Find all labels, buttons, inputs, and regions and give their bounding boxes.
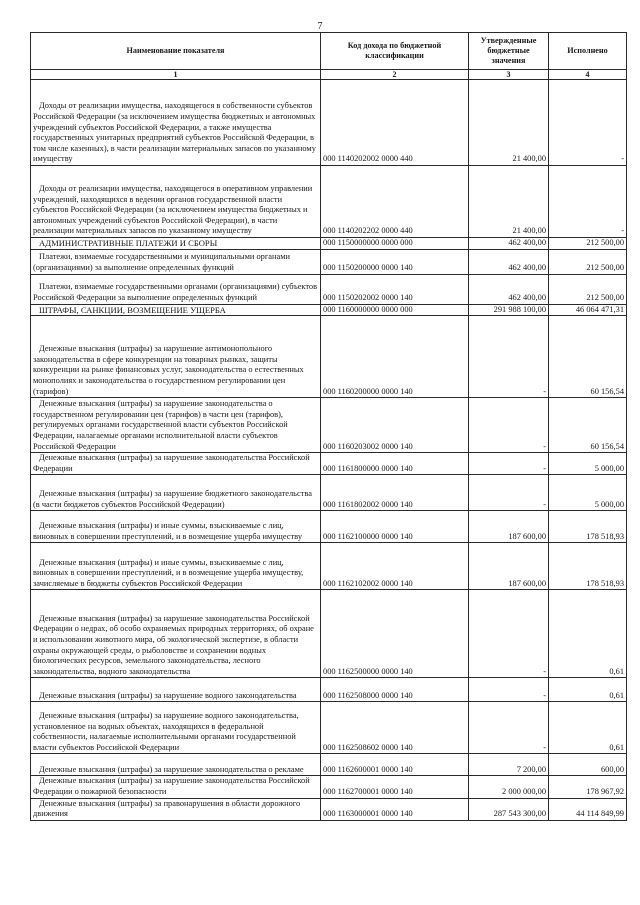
row-name: Денежные взыскания (штрафы) и иные суммы, взыскиваемые с лиц, виновных в совершении преступлений, и в возмещение ущерба имуществу, зачисляемые в бюджеты субъектов Российской Федерации — [31, 543, 321, 590]
row-code: 000 1162508602 0000 140 — [321, 702, 469, 754]
table-row — [31, 511, 627, 543]
row-name: Денежные взыскания (штрафы) за нарушение антимонопольного законодательства в сфере конкуренции на товарных рынках, защиты конкуренции на рынке финансовых услуг, законодательства о естественных монополиях и законодательства о государственном регулировании цен (тарифов) — [31, 316, 321, 398]
table-row — [31, 754, 627, 776]
row-code: 000 1150200000 0000 140 — [321, 249, 469, 274]
row-code: 000 1162102002 0000 140 — [321, 543, 469, 590]
table-row — [31, 238, 627, 250]
row-name: Денежные взыскания (штрафы) за нарушение законодательства Российской Федерации о пожарной безопасности — [31, 776, 321, 798]
column-number: 4 — [549, 70, 627, 80]
row-approved-value: 291 988 100,00 — [469, 304, 549, 316]
table-row — [31, 304, 627, 316]
header-code: Код дохода по бюджетной классификации — [321, 33, 469, 70]
row-executed-value: 212 500,00 — [549, 274, 627, 304]
row-approved-value: 2 000 000,00 — [469, 776, 549, 798]
row-executed-value: 0,61 — [549, 678, 627, 702]
row-name: Доходы от реализации имущества, находящегося в собственности субъектов Российской Федерации (за исключением имущества бюджетных и автономных учреждений субъектов Российской Федерации, а также имущества государственных унитарных предприятий субъектов Российской Федерации, в том числе казенных), в части реализации материальных запасов по указанному имуществу — [31, 80, 321, 166]
row-code: 000 1162100000 0000 140 — [321, 511, 469, 543]
header-executed: Исполнено — [549, 33, 627, 70]
row-approved-value: - — [469, 475, 549, 511]
table-header-row — [31, 33, 627, 70]
table-row — [31, 678, 627, 702]
row-approved-value: - — [469, 702, 549, 754]
table-row — [31, 702, 627, 754]
row-approved-value: - — [469, 398, 549, 453]
row-executed-value: 44 114 849,99 — [549, 798, 627, 820]
row-executed-value: 60 156,54 — [549, 398, 627, 453]
row-name: Денежные взыскания (штрафы) и иные суммы, взыскиваемые с лиц, виновных в совершении преступлений, и в возмещение ущерба имуществу — [31, 511, 321, 543]
row-code: 000 1162500000 0000 140 — [321, 590, 469, 678]
row-code: 000 1161802002 0000 140 — [321, 475, 469, 511]
row-name: Денежные взыскания (штрафы) за нарушение законодательства о рекламе — [31, 754, 321, 776]
row-code: 000 1140202002 0000 440 — [321, 80, 469, 166]
table-row — [31, 590, 627, 678]
row-approved-value: 187 600,00 — [469, 511, 549, 543]
row-executed-value: 178 518,93 — [549, 543, 627, 590]
table-row — [31, 475, 627, 511]
row-approved-value: 21 400,00 — [469, 166, 549, 238]
table-row — [31, 249, 627, 274]
row-approved-value: - — [469, 453, 549, 475]
row-executed-value: - — [549, 166, 627, 238]
row-code: 000 1162700001 0000 140 — [321, 776, 469, 798]
row-code: 000 1150202002 0000 140 — [321, 274, 469, 304]
row-code: 000 1163000001 0000 140 — [321, 798, 469, 820]
row-approved-value: 21 400,00 — [469, 80, 549, 166]
header-name: Наименование показателя — [31, 33, 321, 70]
row-code: 000 1162600001 0000 140 — [321, 754, 469, 776]
revenue-report-table — [30, 32, 627, 821]
row-code: 000 1150000000 0000 000 — [321, 238, 469, 250]
row-approved-value: 462 400,00 — [469, 274, 549, 304]
row-approved-value: 7 200,00 — [469, 754, 549, 776]
column-number: 3 — [469, 70, 549, 80]
row-executed-value: 178 967,92 — [549, 776, 627, 798]
row-approved-value: - — [469, 316, 549, 398]
row-code: 000 1160000000 0000 000 — [321, 304, 469, 316]
row-executed-value: 178 518,93 — [549, 511, 627, 543]
page-number: 7 — [317, 21, 323, 32]
row-name: Платежи, взимаемые государственными и муниципальными органами (организациями) за выполнение определенных функций — [31, 249, 321, 274]
column-number: 2 — [321, 70, 469, 80]
row-executed-value: 212 500,00 — [549, 238, 627, 250]
row-code: 000 1161800000 0000 140 — [321, 453, 469, 475]
table-row — [31, 274, 627, 304]
table-row — [31, 776, 627, 798]
row-name: Денежные взыскания (штрафы) за нарушение водного законодательства, установленное на водных объектах, находящихся в федеральной собственности, налагаемые исполнительными органами государственной власти субъектов Российской Федерации — [31, 702, 321, 754]
row-name: АДМИНИСТРАТИВНЫЕ ПЛАТЕЖИ И СБОРЫ — [31, 238, 321, 250]
row-approved-value: - — [469, 590, 549, 678]
table-row — [31, 166, 627, 238]
row-name: Денежные взыскания (штрафы) за нарушение законодательства Российской Федерации о недрах, об особо охраняемых природных территориях, об охране и использовании животного мира, об экологической экспертизе, в области охраны окружающей среды, о рыболовстве и сохранении водных биологических ресурсов, земельного законодательства, лесного законодательства, водного законодательства — [31, 590, 321, 678]
table-row — [31, 798, 627, 820]
row-code: 000 1140202202 0000 440 — [321, 166, 469, 238]
row-executed-value: 212 500,00 — [549, 249, 627, 274]
row-name: ШТРАФЫ, САНКЦИИ, ВОЗМЕЩЕНИЕ УЩЕРБА — [31, 304, 321, 316]
row-code: 000 1162508000 0000 140 — [321, 678, 469, 702]
row-name: Денежные взыскания (штрафы) за правонарушения в области дорожного движения — [31, 798, 321, 820]
row-executed-value: 46 064 471,31 — [549, 304, 627, 316]
table-row — [31, 398, 627, 453]
column-number: 1 — [31, 70, 321, 80]
row-executed-value: - — [549, 80, 627, 166]
row-name: Денежные взыскания (штрафы) за нарушение законодательства Российской Федерации — [31, 453, 321, 475]
column-number-row — [31, 70, 627, 80]
row-approved-value: 462 400,00 — [469, 238, 549, 250]
row-name: Платежи, взимаемые государственными органами (организациями) субъектов Российской Федерации за выполнение определенных функций — [31, 274, 321, 304]
row-executed-value: 0,61 — [549, 702, 627, 754]
row-executed-value: 0,61 — [549, 590, 627, 678]
row-name: Денежные взыскания (штрафы) за нарушение законодательства о государственном регулировании цен (тарифов) в части цен (тарифов), регулируемых органами государственной власти субъектов Российской Федерации, налагаемые органами исполнительной власти субъектов Российской Федерации — [31, 398, 321, 453]
row-executed-value: 5 000,00 — [549, 475, 627, 511]
table-row — [31, 80, 627, 166]
table-row — [31, 316, 627, 398]
row-approved-value: 287 543 300,00 — [469, 798, 549, 820]
row-executed-value: 60 156,54 — [549, 316, 627, 398]
row-executed-value: 5 000,00 — [549, 453, 627, 475]
row-code: 000 1160203002 0000 140 — [321, 398, 469, 453]
row-executed-value: 600,00 — [549, 754, 627, 776]
table-row — [31, 453, 627, 475]
table-row — [31, 543, 627, 590]
row-code: 000 1160200000 0000 140 — [321, 316, 469, 398]
row-name: Денежные взыскания (штрафы) за нарушение водного законодательства — [31, 678, 321, 702]
row-approved-value: - — [469, 678, 549, 702]
row-approved-value: 462 400,00 — [469, 249, 549, 274]
row-name: Доходы от реализации имущества, находящегося в оперативном управлении учреждений, находящихся в ведении органов государственной власти субъектов Российской Федерации (за исключением имущества бюджетных и автономных учреждений субъектов Российской Федерации), в части реализации материальных запасов по указанному имуществу — [31, 166, 321, 238]
row-name: Денежные взыскания (штрафы) за нарушение бюджетного законодательства (в части бюджетов субъектов Российской Федерации) — [31, 475, 321, 511]
row-approved-value: 187 600,00 — [469, 543, 549, 590]
report-body — [31, 80, 627, 821]
header-approved: Утвержденные бюджетные значения — [469, 33, 549, 70]
